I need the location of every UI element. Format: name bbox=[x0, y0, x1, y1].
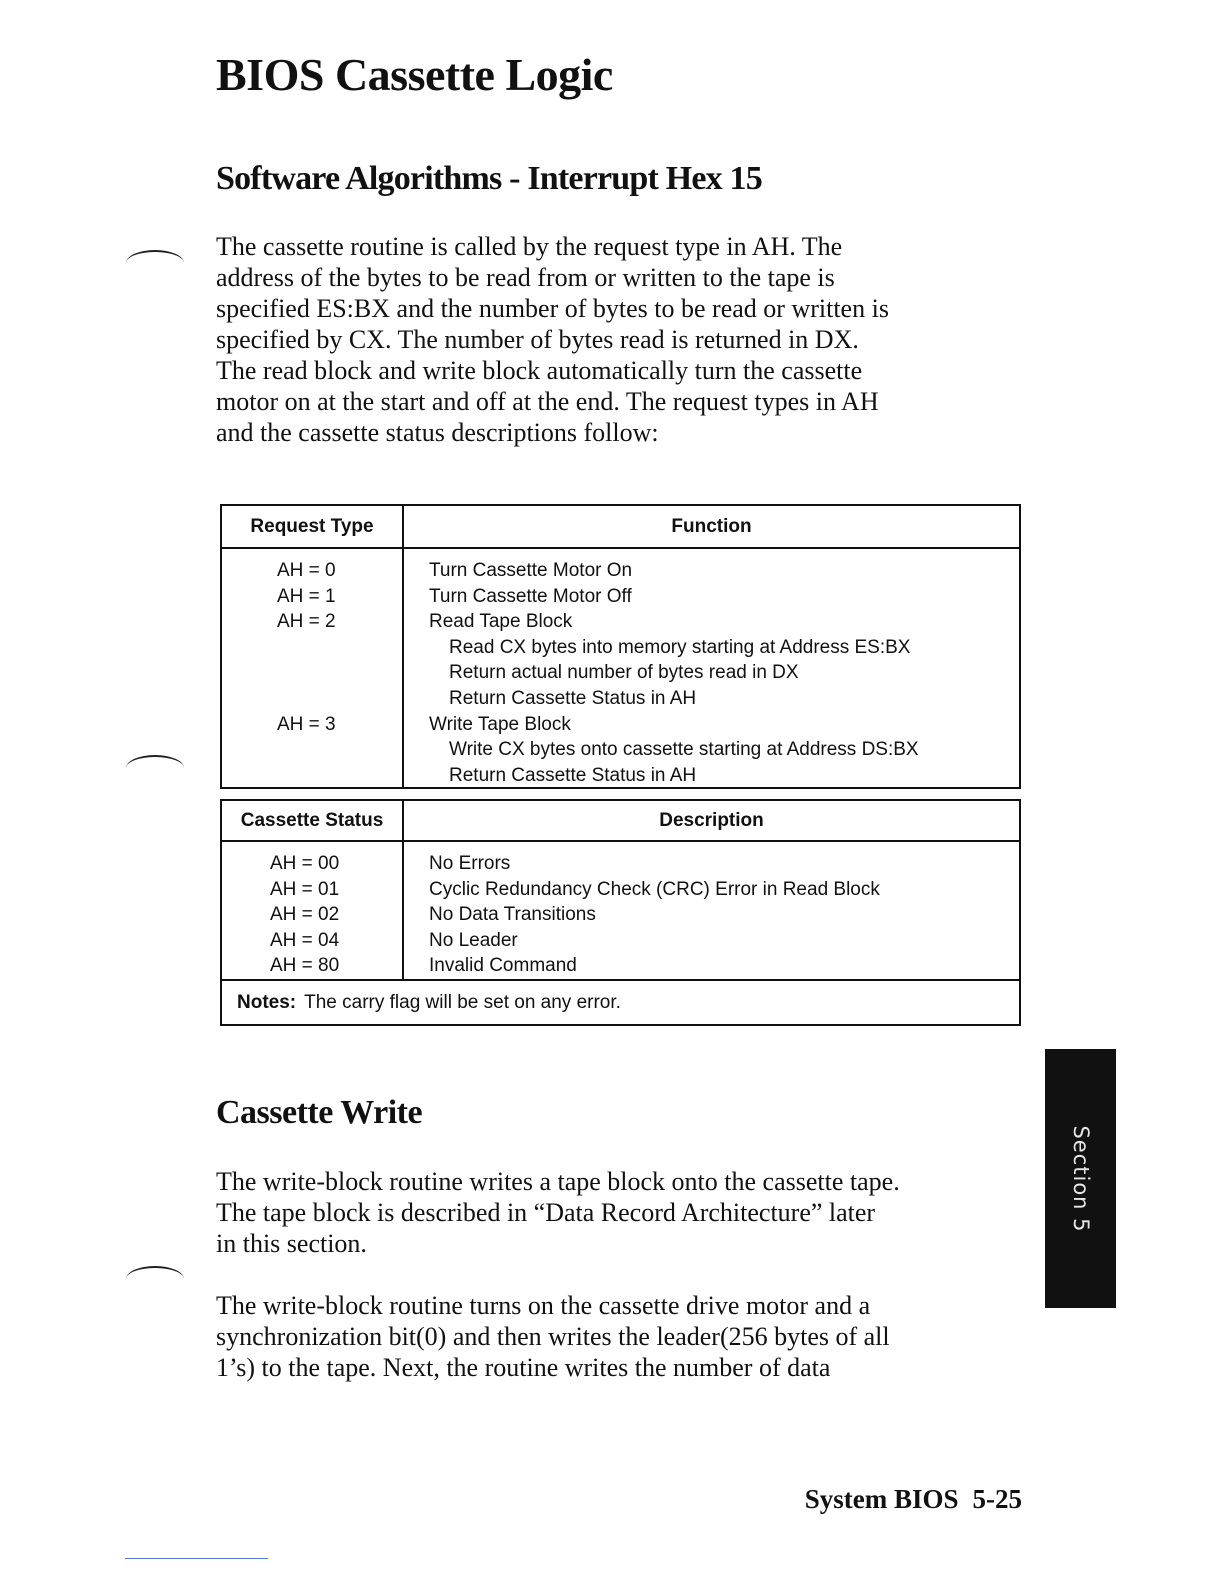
request-type-cell bbox=[222, 737, 402, 763]
binder-hole-mark bbox=[126, 250, 184, 276]
table-header bbox=[222, 801, 1019, 842]
footer-label: System BIOS bbox=[804, 1484, 959, 1514]
request-type-cell bbox=[222, 763, 402, 789]
header-request-type: Request Type bbox=[222, 506, 404, 547]
paragraph-line: in this section. bbox=[216, 1229, 367, 1258]
cassette-write-paragraph-2 bbox=[216, 1290, 1036, 1383]
function-cell: Turn Cassette Motor On bbox=[429, 560, 633, 581]
paragraph-line: motor on at the start and off at the end. The request types in AH bbox=[216, 387, 879, 416]
table-notes bbox=[222, 981, 1019, 1014]
header-description: Description bbox=[659, 809, 764, 831]
table-header bbox=[222, 506, 1019, 549]
request-type-cell: AH = 3 bbox=[277, 713, 336, 735]
function-cell: Write Tape Block bbox=[429, 713, 571, 735]
function-cell: Read Tape Block bbox=[429, 611, 573, 633]
description-cell: No Errors bbox=[429, 853, 511, 874]
page-footer bbox=[805, 1484, 1022, 1515]
section-heading-software-algorithms: Software Algorithms - Interrupt Hex 15 bbox=[216, 160, 762, 197]
paragraph-line: The cassette routine is called by the request type in AH. The bbox=[216, 232, 843, 261]
status-cell: AH = 02 bbox=[270, 904, 340, 926]
section-heading-cassette-write: Cassette Write bbox=[216, 1094, 423, 1131]
request-type-column bbox=[222, 549, 404, 787]
intro-paragraph bbox=[216, 231, 1036, 448]
paragraph-line: specified by CX. The number of bytes read is returned in DX. bbox=[216, 325, 859, 354]
cassette-write-paragraph-1 bbox=[216, 1166, 1036, 1259]
bottom-rule bbox=[125, 1558, 268, 1559]
paragraph-line: The read block and write block automatically turn the cassette bbox=[216, 356, 863, 385]
paragraph-line: 1’s) to the tape. Next, the routine writes the number of data bbox=[216, 1353, 831, 1382]
paragraph-line: address of the bytes to be read from or written to the tape is bbox=[216, 263, 835, 292]
description-cell: Invalid Command bbox=[429, 955, 577, 977]
description-cell: No Data Transitions bbox=[429, 904, 596, 926]
binder-hole-mark bbox=[126, 1266, 184, 1292]
page-number: 5-25 bbox=[972, 1484, 1022, 1514]
description-column bbox=[404, 842, 1019, 979]
notes-text: The carry flag will be set on any error. bbox=[304, 992, 621, 1013]
function-cell: Turn Cassette Motor Off bbox=[429, 585, 632, 607]
request-type-cell bbox=[222, 635, 402, 661]
function-cell: Write CX bytes onto cassette starting at Address DS:BX bbox=[449, 739, 919, 761]
table-body bbox=[222, 842, 1019, 981]
request-type-table bbox=[220, 504, 1021, 789]
request-type-cell bbox=[222, 686, 402, 712]
status-column bbox=[222, 842, 404, 979]
paragraph-line: The write-block routine writes a tape block onto the cassette tape. bbox=[216, 1167, 900, 1196]
binder-hole-mark bbox=[126, 755, 184, 781]
table-body bbox=[222, 549, 1019, 787]
header-cassette-status: Cassette Status bbox=[222, 801, 404, 840]
function-column bbox=[404, 549, 1019, 787]
section-tab bbox=[1045, 1049, 1116, 1308]
request-type-cell: AH = 2 bbox=[277, 611, 336, 633]
section-tab-label: Section 5 bbox=[1068, 1124, 1093, 1233]
paragraph-line: and the cassette status descriptions follow: bbox=[216, 418, 659, 447]
description-cell: Cyclic Redundancy Check (CRC) Error in Read Block bbox=[429, 878, 880, 900]
function-cell: Return actual number of bytes read in DX bbox=[449, 662, 799, 684]
paragraph-line: The write-block routine turns on the cassette drive motor and a bbox=[216, 1291, 871, 1320]
status-cell: AH = 01 bbox=[270, 878, 340, 900]
paragraph-line: synchronization bit(0) and then writes the leader(256 bytes of all bbox=[216, 1322, 890, 1351]
paragraph-line: specified ES:BX and the number of bytes to be read or written is bbox=[216, 294, 889, 323]
page-title: BIOS Cassette Logic bbox=[216, 49, 613, 100]
paragraph-line: The tape block is described in “Data Record Architecture” later bbox=[216, 1198, 876, 1227]
cassette-status-table bbox=[220, 799, 1021, 1026]
notes-label: Notes: bbox=[237, 992, 297, 1013]
function-cell: Return Cassette Status in AH bbox=[449, 764, 697, 786]
request-type-cell: AH = 0 bbox=[277, 560, 336, 581]
status-cell: AH = 04 bbox=[270, 929, 340, 951]
header-function: Function bbox=[671, 515, 752, 537]
description-cell: No Leader bbox=[429, 929, 518, 951]
function-cell: Return Cassette Status in AH bbox=[449, 687, 697, 709]
function-cell: Read CX bytes into memory starting at Address ES:BX bbox=[449, 636, 911, 658]
status-cell: AH = 80 bbox=[270, 955, 340, 977]
status-cell: AH = 00 bbox=[270, 853, 340, 874]
request-type-cell: AH = 1 bbox=[277, 585, 336, 607]
request-type-cell bbox=[222, 660, 402, 686]
